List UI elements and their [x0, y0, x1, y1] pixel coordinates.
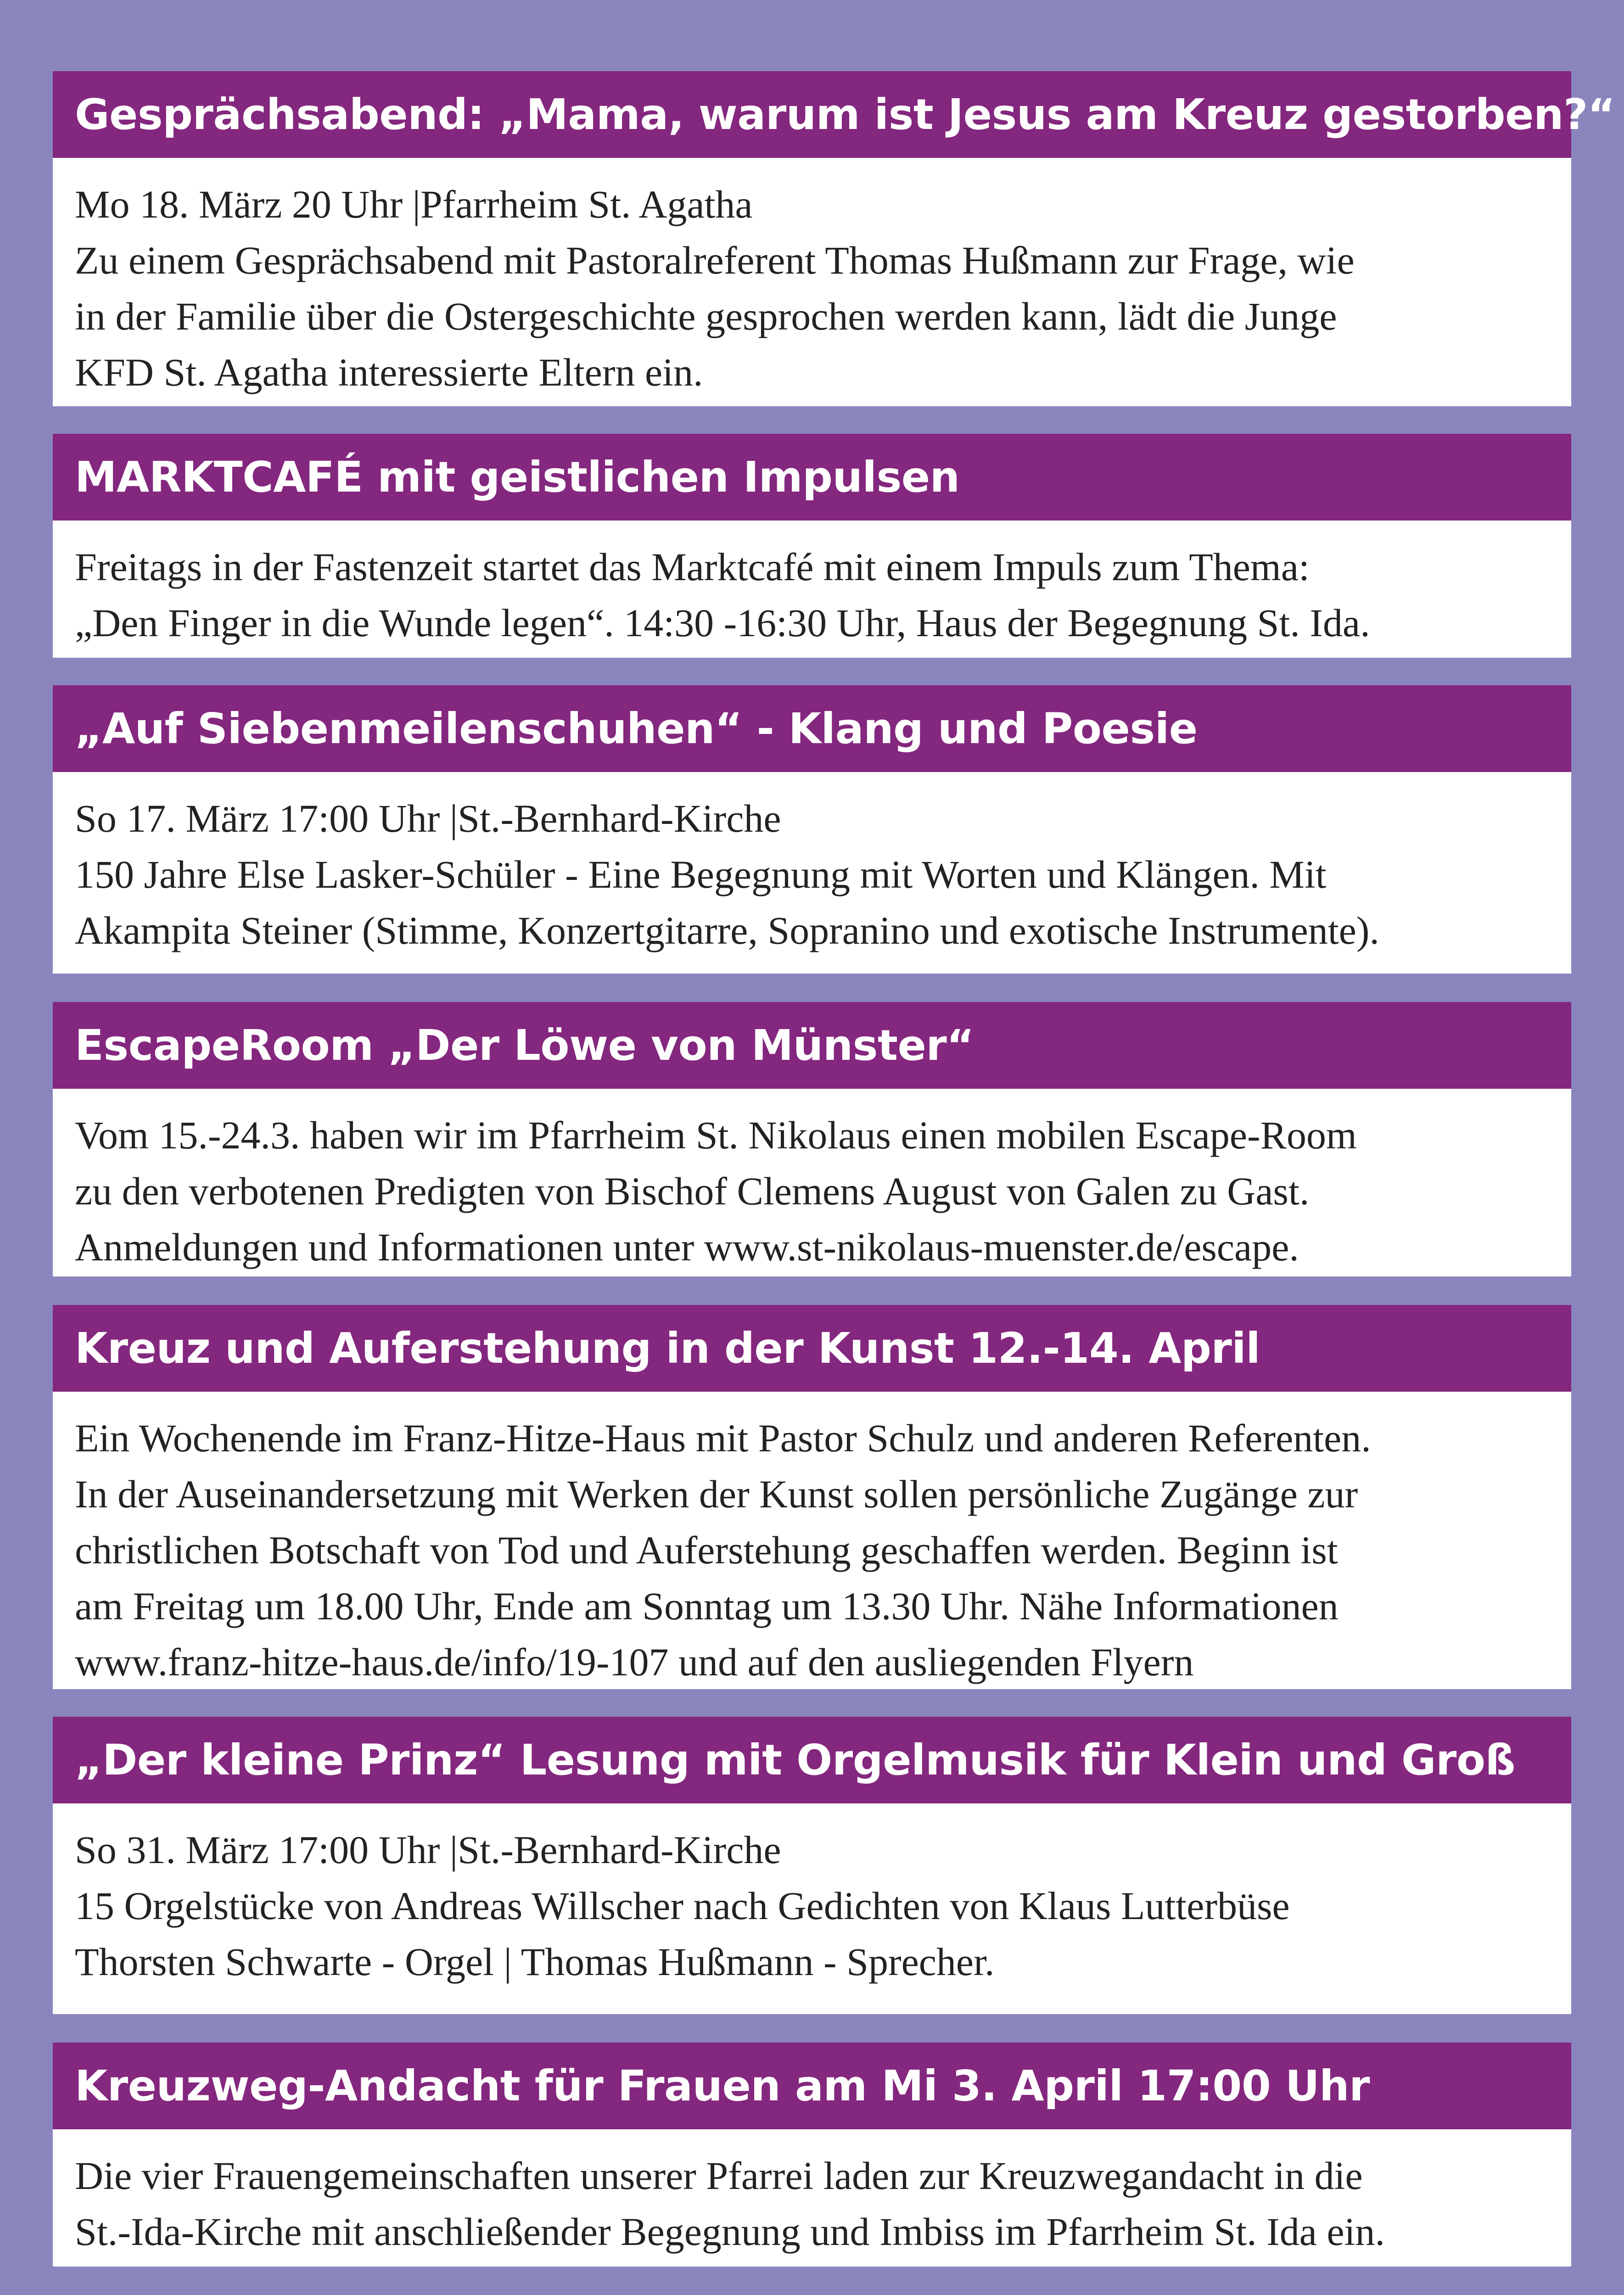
event-text-line: Freitags in der Fastenzeit startet das Marktcafé mit einem Impuls zum Thema: — [75, 545, 1310, 589]
event-text-line: Akampita Steiner (Stimme, Konzertgitarre, Sopranino und exotische Instrumente). — [75, 908, 1380, 952]
event-text-line: KFD St. Agatha interessierte Eltern ein. — [75, 350, 703, 394]
event-date-location: So 31. März 17:00 Uhr |St.-Bernhard-Kirche — [75, 1828, 781, 1872]
event-text-line: Anmeldungen und Informationen unter www.st-nikolaus-muenster.de/escape. — [75, 1225, 1299, 1269]
event-card-gespraechsabend — [53, 71, 1615, 406]
event-description — [53, 2129, 1571, 2260]
event-text-line: Vom 15.-24.3. haben wir im Pfarrheim St. Nikolaus einen mobilen Escape-Room — [75, 1113, 1357, 1157]
event-card-siebenmeilenschuhen — [53, 685, 1571, 974]
event-title: MARKTCAFÉ mit geistlichen Impulsen — [53, 434, 1571, 521]
event-text-line: zu den verbotenen Predigten von Bischof Clemens August von Galen zu Gast. — [75, 1169, 1310, 1213]
event-text-line: 150 Jahre Else Lasker-Schüler - Eine Begegnung mit Worten und Klängen. Mit — [75, 852, 1327, 896]
event-card-kreuz-kunst — [53, 1305, 1571, 1689]
event-text-line: am Freitag um 18.00 Uhr, Ende am Sonntag um 13.30 Uhr. Nähe Informationen — [75, 1584, 1338, 1628]
event-title: Gesprächsabend: „Mama, warum ist Jesus am Kreuz gestorben?“ — [53, 71, 1571, 158]
event-description — [53, 158, 1571, 400]
event-description — [53, 1089, 1571, 1275]
event-text-line: Ein Wochenende im Franz-Hitze-Haus mit Pastor Schulz und anderen Referenten. — [75, 1416, 1371, 1460]
event-text-line: St.-Ida-Kirche mit anschließender Begegnung und Imbiss im Pfarrheim St. Ida ein. — [75, 2210, 1385, 2254]
event-card-kreuzweg-andacht — [53, 2043, 1571, 2267]
event-text-line: christlichen Botschaft von Tod und Auferstehung geschaffen werden. Beginn ist — [75, 1528, 1338, 1572]
event-text-line: 15 Orgelstücke von Andreas Willscher nach Gedichten von Klaus Lutterbüse — [75, 1884, 1290, 1928]
event-title: Kreuzweg-Andacht für Frauen am Mi 3. April 17:00 Uhr — [53, 2043, 1571, 2129]
event-date-location: So 17. März 17:00 Uhr |St.-Bernhard-Kirche — [75, 796, 781, 840]
event-text-line: In der Auseinandersetzung mit Werken der Kunst sollen persönliche Zugänge zur — [75, 1472, 1358, 1516]
event-title: „Der kleine Prinz“ Lesung mit Orgelmusik für Klein und Groß — [53, 1717, 1571, 1803]
event-description — [53, 772, 1571, 958]
event-description — [53, 1392, 1571, 1690]
event-text-line: „Den Finger in die Wunde legen“. 14:30 -16:30 Uhr, Haus der Begegnung St. Ida. — [75, 601, 1370, 645]
event-title: „Auf Siebenmeilenschuhen“ - Klang und Poesie — [53, 685, 1571, 772]
event-text-line: Die vier Frauengemeinschaften unserer Pfarrei laden zur Kreuzwegandacht in die — [75, 2154, 1363, 2198]
event-card-escaperoom — [53, 1002, 1571, 1276]
event-description — [53, 521, 1571, 651]
event-text-line: www.franz-hitze-haus.de/info/19-107 und auf den ausliegenden Flyern — [75, 1640, 1194, 1684]
event-description — [53, 1803, 1571, 1990]
event-text-line: Zu einem Gesprächsabend mit Pastoralreferent Thomas Hußmann zur Frage, wie — [75, 238, 1355, 282]
event-title: EscapeRoom „Der Löwe von Münster“ — [53, 1002, 1571, 1089]
event-card-kleine-prinz — [53, 1717, 1571, 2014]
event-card-marktcafe — [53, 434, 1571, 658]
event-title: Kreuz und Auferstehung in der Kunst 12.-14. April — [53, 1305, 1571, 1392]
event-date-location: Mo 18. März 20 Uhr |Pfarrheim St. Agatha — [75, 182, 753, 226]
event-text-line: in der Familie über die Ostergeschichte gesprochen werden kann, lädt die Junge — [75, 294, 1337, 338]
event-text-line: Thorsten Schwarte - Orgel | Thomas Hußmann - Sprecher. — [75, 1940, 995, 1984]
